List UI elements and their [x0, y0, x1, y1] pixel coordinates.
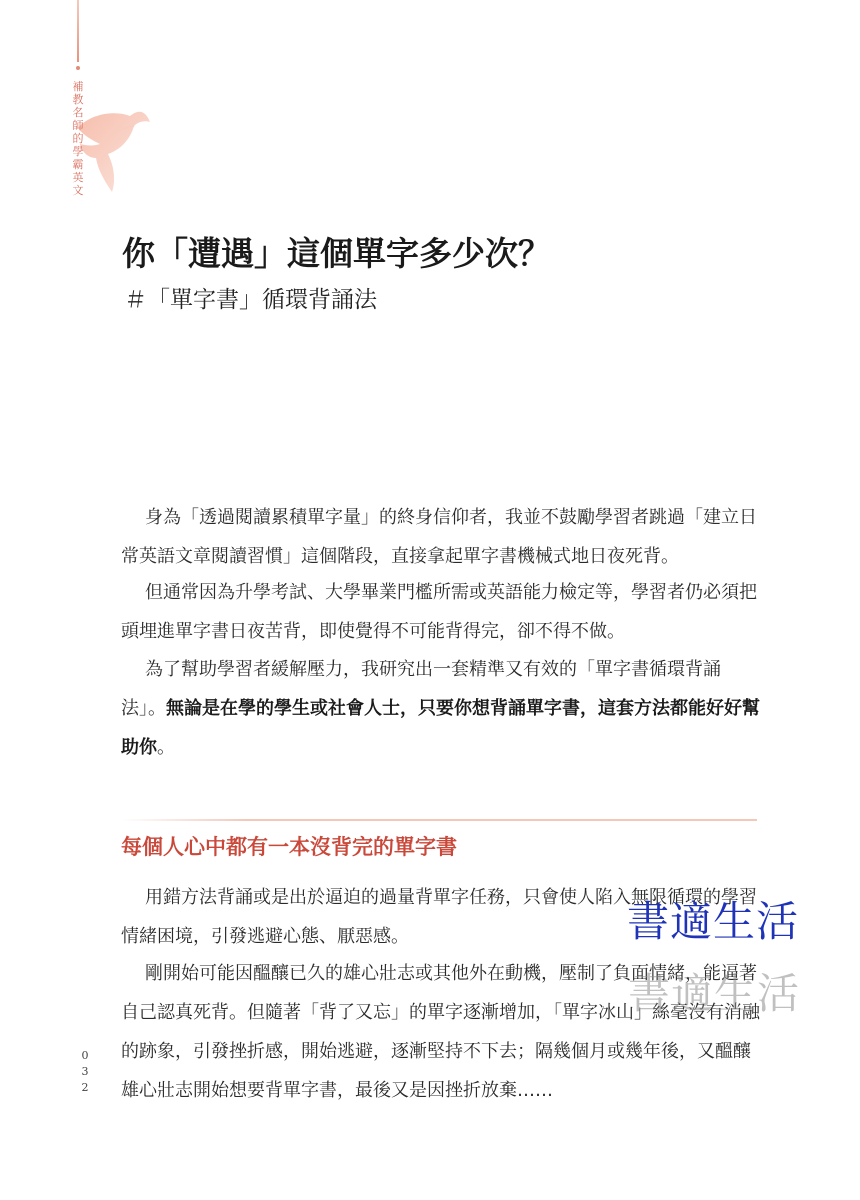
section-divider — [121, 819, 757, 821]
paragraph-text: 但通常因為升學考試、大學畢業門檻所需或英語能力檢定等，學習者仍必須把頭埋進單字書日夜苦背，即使覺得不可能背得完，卻不得不做。 — [121, 582, 757, 642]
side-accent-line — [77, 0, 79, 62]
paragraph — [121, 650, 761, 767]
section-heading: 每個人心中都有一本沒背完的單字書 — [121, 835, 457, 859]
page-subtitle: ＃「單字書」循環背誦法 — [124, 287, 377, 313]
side-accent-dot — [76, 66, 80, 70]
paragraph-text: 為了幫助學習者緩解壓力，我研究出一套精準又有效的「單字書循環背誦法」。 — [121, 659, 721, 719]
paragraph — [121, 573, 761, 651]
page-number: 032 — [81, 1049, 89, 1094]
watermark: 書適生活 — [627, 897, 800, 946]
series-title: 補教名師的學霸英文 — [72, 80, 84, 197]
paragraph — [121, 498, 761, 576]
paragraph-text: 剛開始可能因醞釀已久的雄心壯志或其他外在動機，壓制了負面情緒，能逼著自己認真死背。但隨著「背了又忘」的單字逐漸增加，「單字冰山」絲毫沒有消融的跡象，引發挫折感，開始逃避，逐漸堅持不下去；隔幾個月或幾年後，又醞釀雄心壯志開始想要背單字書，最後又是因挫折放棄…… — [121, 963, 760, 1101]
emphasis-text: 無論是在學的學生或社會人士，只要你想背誦單字書，這套方法都能好好幫助你 — [121, 698, 760, 758]
watermark-shadow: 書適生活 — [628, 969, 801, 1018]
paragraph-text: 。 — [157, 737, 175, 758]
paragraph-text: 身為「透過閱讀累積單字量」的終身信仰者，我並不鼓勵學習者跳過「建立日常英語文章閱讀習慣」這個階段，直接拿起單字書機械式地日夜死背。 — [121, 507, 757, 567]
paragraph-text: 用錯方法背誦或是出於逼迫的過量背單字任務，只會使人陷入無限循環的學習情緒困境，引發逃避心態、厭惡感。 — [121, 887, 757, 947]
page-title: 你「遭遇」這個單字多少次？ — [122, 234, 551, 273]
